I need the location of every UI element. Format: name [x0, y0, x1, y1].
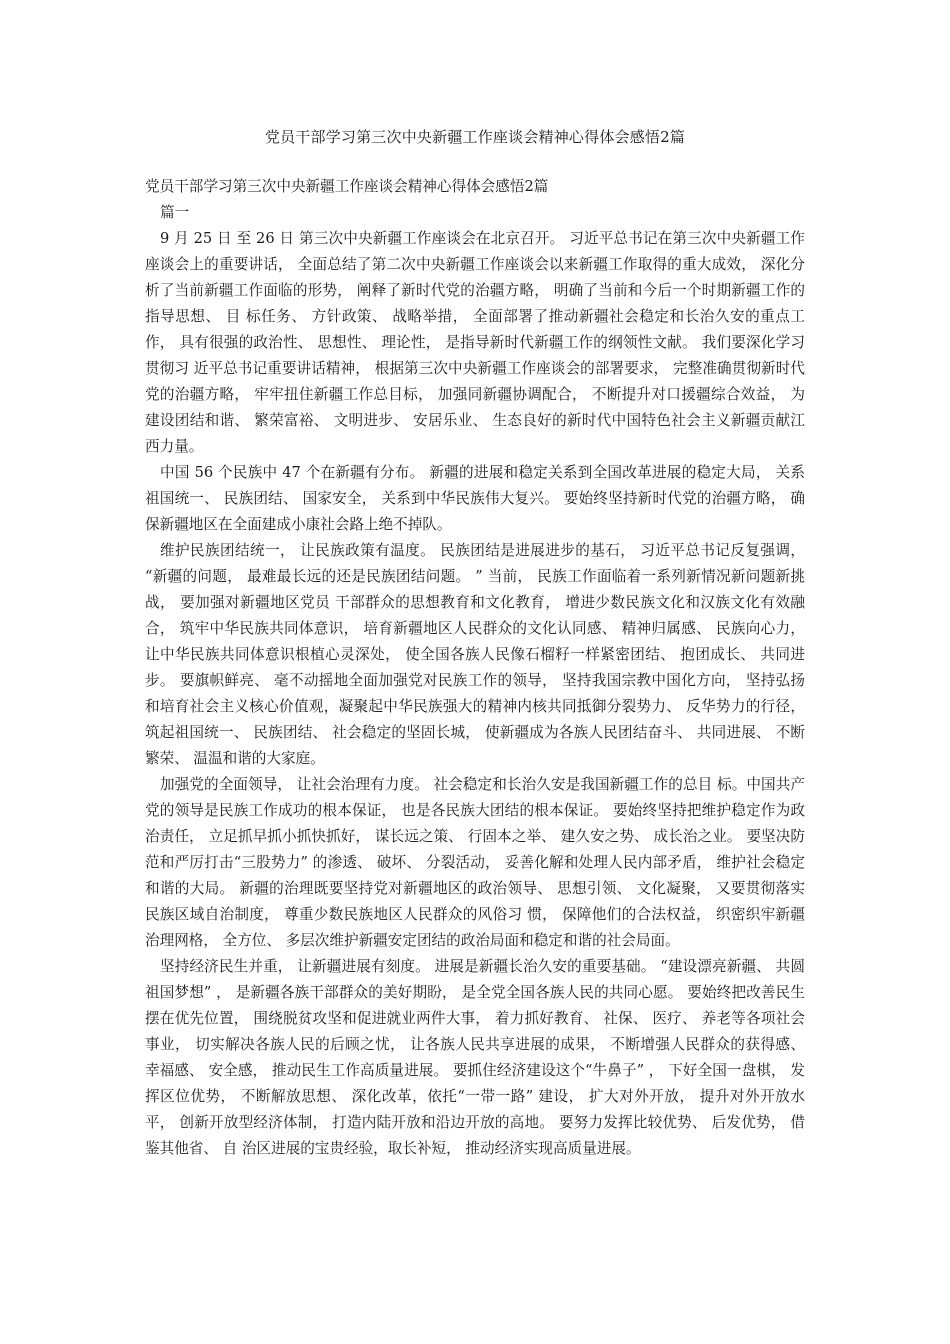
paragraph-5: 坚持经济民生并重， 让新疆进展有刻度。 进展是新疆长治久安的重要基础。 “建设漂亮新疆、 共圆祖国梦想” ， 是新疆各族干部群众的美好期盼， 是全党全国各族人民的共同心愿。 要始终把改善民生摆在优先位置， 围绕脱贫攻坚和促进就业两件大事， 着力抓好教育、 社保、 医疗、 养老等各项社会事业， 切实解决各族人民的后顾之忧， 让各族人民共享进展的成果， 不断增强人民群众的获得感、 幸福感、 安全感， 推动民生工作高质量进展。 要抓住经济建设这个“牛鼻子” ， 下好全国一盘棋， 发挥区位优势， 不断解放思想、 深化改革，依托“一带一路” 建设， 扩大对外开放， 提升对外开放水平， 创新开放型经济体制， 打造内陆开放和沿边开放的高地。 要努力发挥比较优势、 后发优势， 借鉴其他省、 自 治区进展的宝贵经验，取长补短， 推动经济实现高质量进展。: [145, 958, 805, 1157]
section-label: 篇一: [160, 204, 190, 221]
document-body: [145, 174, 805, 1162]
paragraph-2: 中国 56 个民族中 47 个在新疆有分布。 新疆的进展和稳定关系到全国改革进展的稳定大局， 关系祖国统一、 民族团结、 国家安全， 关系到中华民族伟大复兴。 要始终坚持新时代党的治疆方略， 确保新疆地区在全面建成小康社会路上绝不掉队。: [145, 464, 805, 533]
document-subtitle: 党员干部学习第三次中央新疆工作座谈会精神心得体会感悟2篇: [145, 178, 549, 195]
page-title: 党员干部学习第三次中央新疆工作座谈会精神心得体会感悟2篇: [264, 128, 686, 146]
paragraph-3: 维护民族团结统一， 让民族政策有温度。 民族团结是进展进步的基石， 习近平总书记反复强调， “新疆的问题， 最难最长远的还是民族团结问题。 ” 当前， 民族工作面临着一系列新情况新问题新挑战， 要加强对新疆地区党员 干部群众的思想教育和文化教育， 增进少数民族文化和汉族文化有效融合， 筑牢中华民族共同体意识， 培育新疆地区人民群众的文化认同感、 精神归属感、 民族向心力，让中华民族共同体意识根植心灵深处， 使全国各族人民像石榴籽一样紧密团结、 抱团成长、 共同进步。 要旗帜鲜亮、 毫不动摇地全面加强党对民族工作的领导， 坚持我国宗教中国化方向， 坚持弘扬和培育社会主义核心价值观，凝聚起中华民族强大的精神内核共同抵御分裂势力、 反华势力的行径， 筑起祖国统一、 民族团结、 社会稳定的坚固长城， 使新疆成为各族人民团结奋斗、 共同进展、 不断繁荣、 温温和谐的大家庭。: [145, 542, 805, 767]
paragraph-1: 9 月 25 日 至 26 日 第三次中央新疆工作座谈会在北京召开。 习近平总书记在第三次中央新疆工作座谈会上的重要讲话， 全面总结了第二次中央新疆工作座谈会以来新疆工作取得的重大成效， 深化分析了当前新疆工作面临的形势， 阐释了新时代党的治疆方略， 明确了当前和今后一个时期新疆工作的指导思想、 目 标任务、 方针政策、 战略举措， 全面部署了推动新疆社会稳定和长治久安的重点工作， 具有很强的政治性、 思想性、 理论性， 是指导新时代新疆工作的纲领性文献。 我们要深化学习 贯彻习 近平总书记重要讲话精神， 根据第三次中央新疆工作座谈会的部署要求， 完整准确贯彻新时代党的治疆方略， 牢牢扭住新疆工作总目标， 加强同新疆协调配合， 不断提升对口援疆综合效益， 为建设团结和谐、 繁荣富裕、 文明进步、 安居乐业、 生态良好的新时代中国特色社会主义新疆贡献江西力量。: [145, 230, 805, 455]
paragraph-4: 加强党的全面领导， 让社会治理有力度。 社会稳定和长治久安是我国新疆工作的总目 标。中国共产党的领导是民族工作成功的根本保证， 也是各民族大团结的根本保证。 要始终坚持把维护稳定作为政治责任， 立足抓早抓小抓快抓好， 谋长远之策、 行固本之举、 建久安之势、 成长治之业。 要坚决防范和严厉打击“三股势力” 的渗透、 破坏、 分裂活动， 妥善化解和处理人民内部矛盾， 维护社会稳定和谐的大局。 新疆的治理既要坚持党对新疆地区的政治领导、 思想引领、 文化凝聚， 又要贯彻落实民族区域自治制度， 尊重少数民族地区人民群众的风俗习 惯， 保障他们的合法权益， 织密织牢新疆治理网格， 全方位、 多层次维护新疆安定团结的政治局面和稳定和谐的社会局面。: [145, 776, 805, 949]
